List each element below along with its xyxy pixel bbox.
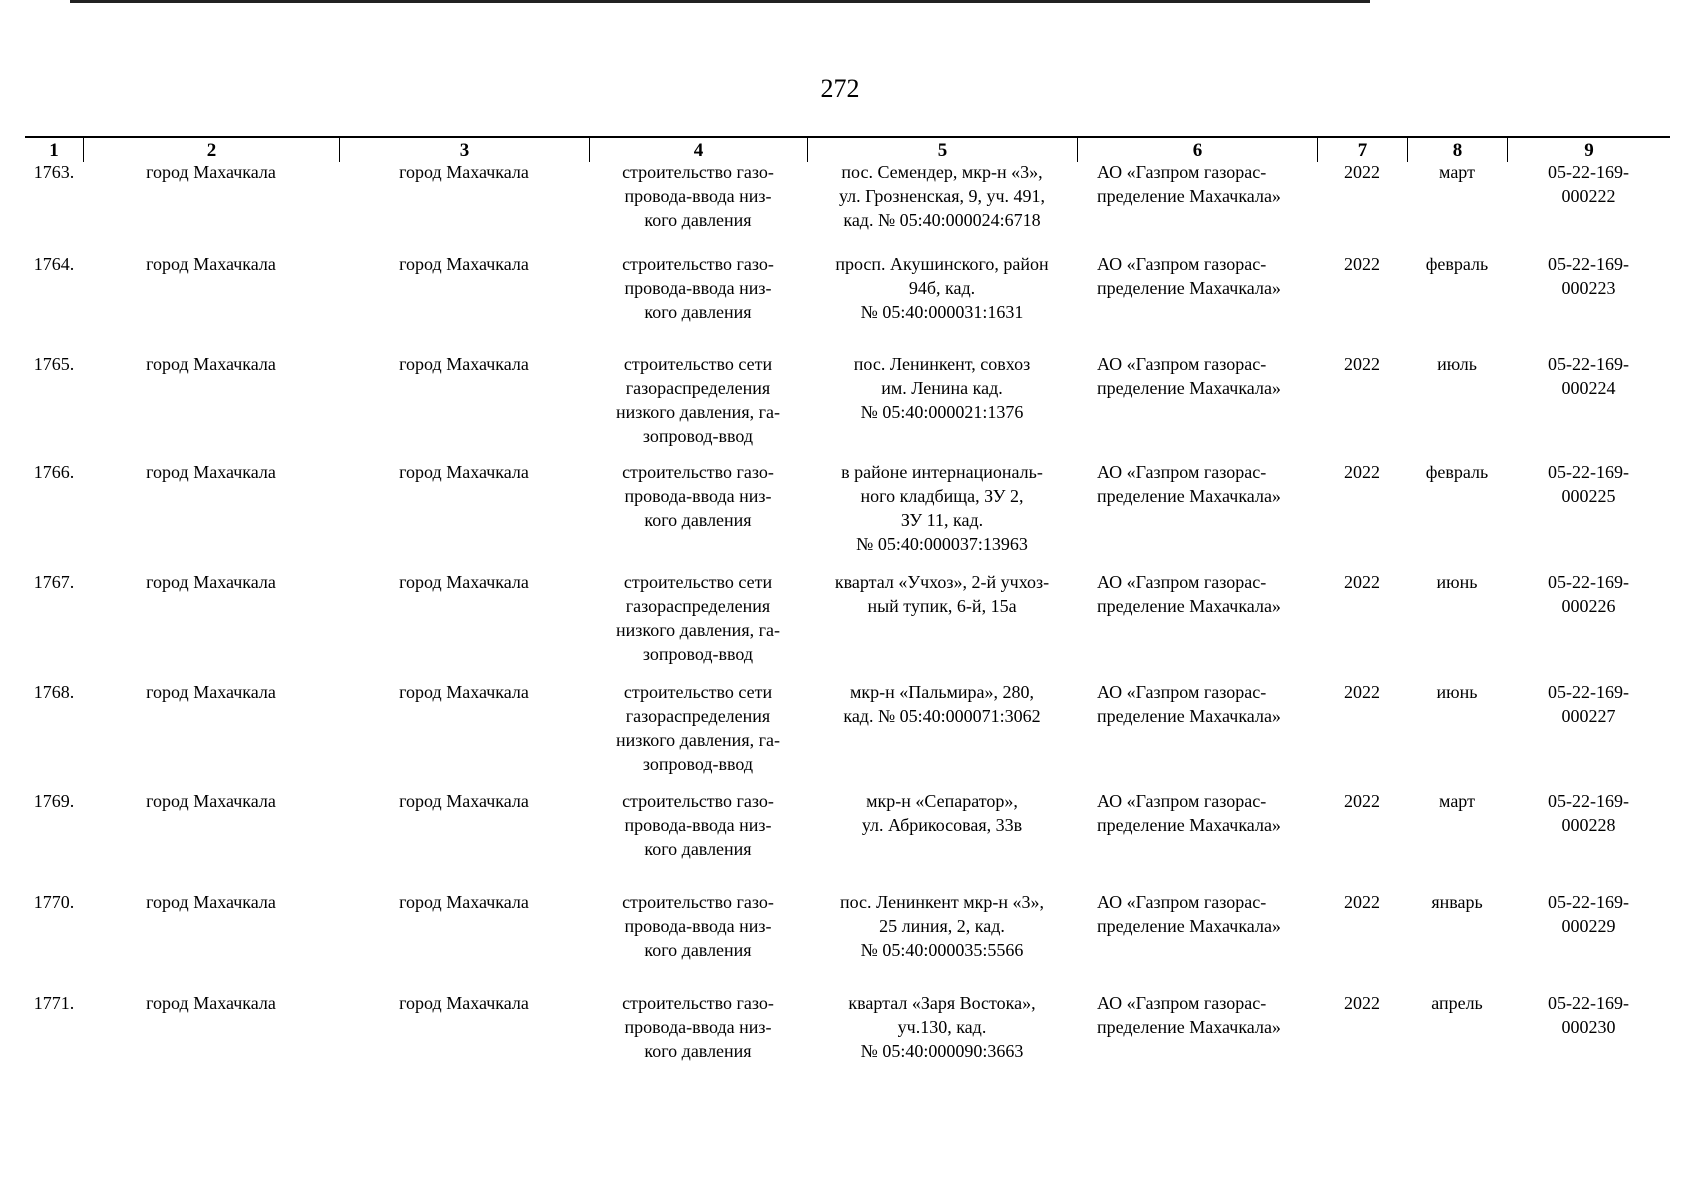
purpose: строительство газо- провода-ввода низ- кого давления <box>622 462 774 530</box>
settlement: город Махачкала <box>399 993 529 1013</box>
district: город Махачкала <box>146 462 276 482</box>
table-row <box>25 991 1670 1091</box>
address: квартал «Заря Востока», уч.130, кад. № 05:40:000090:3663 <box>848 993 1036 1061</box>
organization: АО «Газпром газорас- пределение Махачкала» <box>1097 892 1281 936</box>
header-col-9: 9 <box>1507 138 1670 162</box>
organization: АО «Газпром газорас- пределение Махачкала» <box>1097 354 1281 398</box>
month: март <box>1439 162 1475 182</box>
registration-number: 05-22-169- 000227 <box>1548 682 1629 726</box>
organization: АО «Газпром газорас- пределение Махачкала» <box>1097 572 1281 616</box>
district: город Махачкала <box>146 993 276 1013</box>
registration-number: 05-22-169- 000225 <box>1548 462 1629 506</box>
purpose: строительство газо- провода-ввода низ- кого давления <box>622 162 774 230</box>
table-row <box>25 789 1670 890</box>
year: 2022 <box>1344 254 1380 274</box>
year: 2022 <box>1344 162 1380 182</box>
purpose: строительство газо- провода-ввода низ- кого давления <box>622 791 774 859</box>
table-body <box>25 160 1670 1091</box>
settlement: город Махачкала <box>399 254 529 274</box>
year: 2022 <box>1344 892 1380 912</box>
header-col-3: 3 <box>339 138 589 162</box>
row-number: 1769. <box>33 791 75 811</box>
header-col-4: 4 <box>589 138 807 162</box>
header-col-1: 1 <box>49 140 59 161</box>
row-number: 1767. <box>33 572 75 592</box>
month: июнь <box>1436 682 1478 702</box>
table-row <box>25 252 1670 352</box>
page-number: 272 <box>820 74 860 103</box>
scan-edge <box>70 0 1370 3</box>
month: март <box>1439 791 1475 811</box>
table-header <box>25 136 1670 162</box>
registration-number: 05-22-169- 000222 <box>1548 162 1629 206</box>
row-number: 1765. <box>33 354 75 374</box>
table-row <box>25 890 1670 991</box>
table-row <box>25 460 1670 570</box>
district: город Махачкала <box>146 354 276 374</box>
address: пос. Ленинкент мкр-н «3», 25 линия, 2, кад. № 05:40:000035:5566 <box>839 892 1045 960</box>
organization: АО «Газпром газорас- пределение Махачкала» <box>1097 791 1281 835</box>
organization: АО «Газпром газорас- пределение Махачкала» <box>1097 682 1281 726</box>
row-number: 1764. <box>33 254 75 274</box>
district: город Махачкала <box>146 572 276 592</box>
organization: АО «Газпром газорас- пределение Махачкала» <box>1097 462 1281 506</box>
address: просп. Акушинского, район 94б, кад. № 05:40:000031:1631 <box>835 254 1049 322</box>
organization: АО «Газпром газорас- пределение Махачкала» <box>1097 162 1281 206</box>
registration-number: 05-22-169- 000228 <box>1548 791 1629 835</box>
year: 2022 <box>1344 993 1380 1013</box>
purpose: строительство газо- провода-ввода низ- кого давления <box>622 254 774 322</box>
year: 2022 <box>1344 462 1380 482</box>
table-row <box>25 352 1670 460</box>
year: 2022 <box>1344 572 1380 592</box>
year: 2022 <box>1344 791 1380 811</box>
address: пос. Семендер, мкр-н «3», ул. Грозненская, 9, уч. 491, кад. № 05:40:000024:6718 <box>838 162 1046 230</box>
settlement: город Махачкала <box>399 162 529 182</box>
registration-number: 05-22-169- 000224 <box>1548 354 1629 398</box>
header-col-8: 8 <box>1407 138 1507 162</box>
district: город Махачкала <box>146 791 276 811</box>
address: пос. Ленинкент, совхоз им. Ленина кад. № 05:40:000021:1376 <box>853 354 1031 422</box>
table-row <box>25 680 1670 789</box>
header-col-7: 7 <box>1317 138 1407 162</box>
purpose: строительство газо- провода-ввода низ- кого давления <box>622 993 774 1061</box>
purpose: строительство газо- провода-ввода низ- кого давления <box>622 892 774 960</box>
address: мкр-н «Сепаратор», ул. Абрикосовая, 33в <box>861 791 1023 835</box>
registration-number: 05-22-169- 000223 <box>1548 254 1629 298</box>
month: январь <box>1431 892 1483 912</box>
header-col-6: 6 <box>1077 138 1317 162</box>
row-number: 1768. <box>33 682 75 702</box>
month: июль <box>1437 354 1477 374</box>
settlement: город Махачкала <box>399 791 529 811</box>
month: апрель <box>1431 993 1483 1013</box>
registration-number: 05-22-169- 000226 <box>1548 572 1629 616</box>
district: город Махачкала <box>146 682 276 702</box>
table-row <box>25 160 1670 252</box>
month: февраль <box>1425 254 1489 274</box>
header-col-5: 5 <box>807 138 1077 162</box>
settlement: город Махачкала <box>399 572 529 592</box>
purpose: строительство сети газораспределения низкого давления, га- зопровод-ввод <box>616 354 780 446</box>
address: в районе интернациональ- ного кладбища, ЗУ 2, ЗУ 11, кад. № 05:40:000037:13963 <box>841 462 1043 554</box>
settlement: город Махачкала <box>399 462 529 482</box>
row-number: 1766. <box>33 462 75 482</box>
address: квартал «Учхоз», 2-й учхоз- ный тупик, 6-й, 15а <box>834 572 1050 616</box>
year: 2022 <box>1344 354 1380 374</box>
registration-number: 05-22-169- 000230 <box>1548 993 1629 1037</box>
organization: АО «Газпром газорас- пределение Махачкала» <box>1097 254 1281 298</box>
address: мкр-н «Пальмира», 280, кад. № 05:40:000071:3062 <box>843 682 1041 726</box>
organization: АО «Газпром газорас- пределение Махачкала» <box>1097 993 1281 1037</box>
purpose: строительство сети газораспределения низкого давления, га- зопровод-ввод <box>616 572 780 664</box>
month: июнь <box>1436 572 1478 592</box>
table-row <box>25 570 1670 680</box>
settlement: город Махачкала <box>399 354 529 374</box>
registration-number: 05-22-169- 000229 <box>1548 892 1629 936</box>
year: 2022 <box>1344 682 1380 702</box>
district: город Махачкала <box>146 254 276 274</box>
header-col-2: 2 <box>83 138 339 162</box>
purpose: строительство сети газораспределения низкого давления, га- зопровод-ввод <box>616 682 780 774</box>
settlement: город Махачкала <box>399 682 529 702</box>
row-number: 1770. <box>33 892 75 912</box>
settlement: город Махачкала <box>399 892 529 912</box>
district: город Махачкала <box>146 162 276 182</box>
month: февраль <box>1425 462 1489 482</box>
row-number: 1771. <box>33 993 75 1013</box>
row-number: 1763. <box>33 162 75 182</box>
district: город Махачкала <box>146 892 276 912</box>
